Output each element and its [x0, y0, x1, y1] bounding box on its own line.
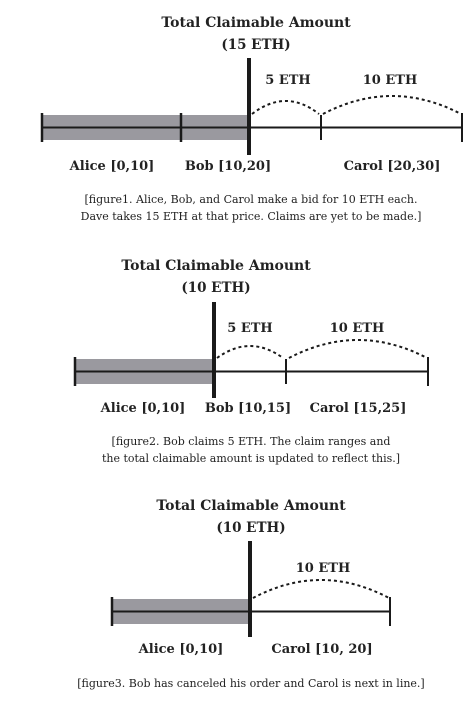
- figure-2-label-alice: Alice [0,10]: [100, 401, 186, 416]
- figure-3-label-carol: Carol [10, 20]: [271, 642, 373, 657]
- figure-1-subtitle: (15 ETH): [221, 37, 291, 53]
- figure-1-arc-label-10eth: 10 ETH: [362, 73, 418, 88]
- figure-1-label-bob: Bob [10,20]: [184, 159, 272, 174]
- figure-2-caption-line-2: the total claimable amount is updated to reflect this.]: [101, 452, 401, 465]
- figure-2-label-bob: Bob [10,15]: [204, 401, 292, 416]
- figure-3-title: Total Claimable Amount: [156, 498, 346, 514]
- figure-2: [75, 258, 428, 465]
- figure-2-subtitle: (10 ETH): [181, 280, 251, 296]
- figure-1-arc-5eth: [252, 101, 319, 114]
- figure-2-label-carol: Carol [15,25]: [309, 401, 407, 416]
- figure-1-label-alice: Alice [0,10]: [69, 159, 155, 174]
- figure-2-arc-5eth: [217, 346, 283, 358]
- figure-3-caption-line-1: [figure3. Bob has canceled his order and Carol is next in line.]: [77, 677, 425, 690]
- figure-3-arc-label-10eth: 10 ETH: [295, 561, 351, 576]
- figure-1-caption-line-1: [figure1. Alice, Bob, and Carol make a bid for 10 ETH each.: [84, 193, 418, 206]
- figure-2-caption-line-1: [figure2. Bob claims 5 ETH. The claim ranges and: [111, 435, 391, 448]
- figure-1-label-carol: Carol [20,30]: [343, 159, 441, 174]
- figure-3-arc-10eth: [253, 580, 389, 598]
- figure-2-arc-10eth: [289, 340, 427, 358]
- figure-3-subtitle: (10 ETH): [216, 520, 286, 536]
- figure-1: [42, 15, 462, 223]
- figure-1-title: Total Claimable Amount: [161, 15, 351, 31]
- figure-3: [77, 498, 424, 690]
- figure-1-arc-10eth: [323, 96, 461, 114]
- figure-2-arc-label-5eth: 5 ETH: [227, 321, 273, 336]
- figure-1-arc-label-5eth: 5 ETH: [265, 73, 311, 88]
- figure-2-title: Total Claimable Amount: [121, 258, 311, 274]
- figure-3-label-alice: Alice [0,10]: [138, 642, 224, 657]
- figure-1-caption-line-2: Dave takes 15 ETH at that price. Claims are yet to be made.]: [80, 210, 422, 223]
- figure-2-arc-label-10eth: 10 ETH: [329, 321, 385, 336]
